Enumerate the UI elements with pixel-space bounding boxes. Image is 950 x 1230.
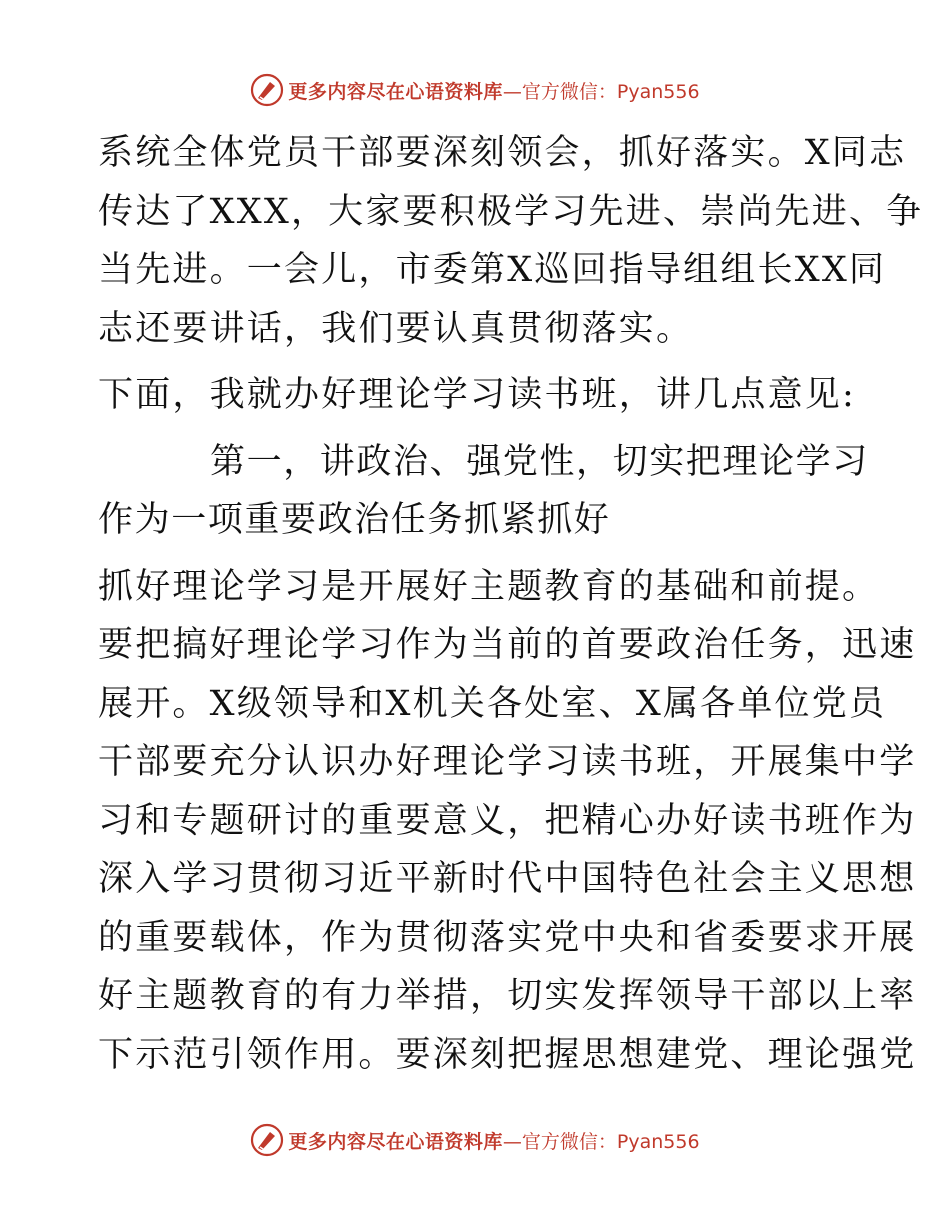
document-body — [98, 124, 924, 1084]
body-line: 好主题教育的有力举措，切实发挥领导干部以上率 — [98, 976, 917, 1016]
watermark-contact-text: —官方微信：Pyan556 — [502, 1130, 700, 1153]
pen-nib-logo-icon — [250, 1123, 284, 1157]
body-line: 抓好理论学习是开展好主题教育的基础和前提。 — [98, 566, 880, 607]
body-line: 系统全体党员干部要深刻领会，抓好落实。X同志 — [98, 133, 907, 173]
section-heading-line — [98, 433, 869, 492]
body-line: 深入学习贯彻习近平新时代中国特色社会主义思想 — [98, 859, 917, 899]
body-line: 的重要载体，作为贯彻落实党中央和省委要求开展 — [98, 917, 917, 958]
body-line: 下面，我就办好理论学习读书班，讲几点意见: — [98, 375, 856, 415]
body-line: 下示范引领作用。要深刻把握思想建党、理论强党 — [98, 1034, 917, 1075]
watermark-contact-text: —官方微信：Pyan556 — [502, 80, 700, 103]
watermark-promo-text: 更多内容尽在心语资料库 — [288, 80, 503, 103]
body-line: 要把搞好理论学习作为当前的首要政治任务，迅速 — [98, 625, 917, 665]
body-line: 当先进。一会儿，市委第X巡回指导组组长XX同 — [98, 250, 887, 290]
body-line: 传达了XXX，大家要积极学习先进、崇尚先进、争 — [98, 191, 924, 232]
pen-nib-logo-icon — [250, 73, 284, 107]
section-heading-text: 第一，讲政治、强党性，切实把理论学习 — [210, 441, 869, 482]
watermark-promo-text: 更多内容尽在心语资料库 — [288, 1130, 503, 1153]
watermark-banner-bottom — [0, 1122, 950, 1158]
body-line: 干部要充分认识办好理论学习读书班，开展集中学 — [98, 742, 917, 782]
body-line: 志还要讲话，我们要认真贯彻落实。 — [98, 308, 694, 349]
body-line: 展开。X级领导和X机关各处室、X属各单位党员 — [98, 683, 887, 724]
body-line: 习和专题研讨的重要意义，把精心办好读书班作为 — [98, 800, 917, 841]
section-heading-line: 作为一项重要政治任务抓紧抓好 — [98, 500, 611, 540]
watermark-banner-top — [0, 72, 950, 108]
